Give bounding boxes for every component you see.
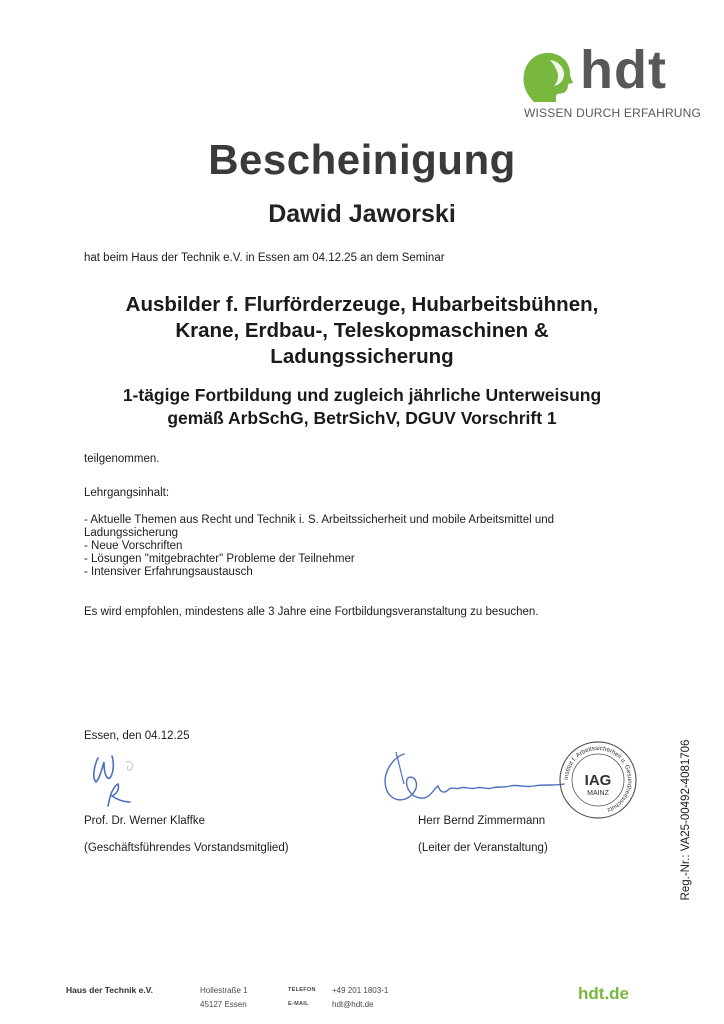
seminar-title [60,292,664,370]
seminar-title-line: Ladungssicherung [270,345,454,368]
stamp-center-bottom: MAINZ [587,790,609,797]
footer-email[interactable]: hdt@hdt.de [332,1000,374,1009]
place-date: Essen, den 04.12.25 [84,730,190,742]
footer-website[interactable]: hdt.de [578,984,629,1003]
iag-stamp [558,740,638,820]
content-heading: Lehrgangsinhalt: [84,487,170,499]
participant-name: Dawid Jaworski [268,200,456,228]
list-item: Ladungssicherung [84,527,178,539]
footer-street: Hollestraße 1 [200,986,248,995]
registration-number: Reg.-Nr.: VA25-00492-4081706 [680,739,692,901]
list-item: - Lösungen "mitgebrachter" Probleme der Teilnehmer [84,553,355,565]
logo-wordmark: hdt [580,40,667,100]
signature-right [374,744,574,814]
footer-org: Haus der Technik e.V. [66,985,153,995]
intro-text: hat beim Haus der Technik e.V. in Essen am 04.12.25 an dem Seminar [84,252,445,264]
certificate-title: Bescheinigung [208,136,516,183]
stamp-center-top: IAG [584,772,612,789]
recommendation-text: Es wird empfohlen, mindestens alle 3 Jahre eine Fortbildungsveranstaltung zu besuchen. [84,606,539,618]
seminar-title-line: Krane, Erdbau-, Teleskopmaschinen & [175,319,549,342]
seminar-subtitle-line: gemäß ArbSchG, BetrSichV, DGUV Vorschrift 1 [167,408,557,428]
head-profile-icon [520,50,574,104]
logo-tagline: WISSEN DURCH ERFAHRUNG [524,106,702,120]
signer-right-role: (Leiter der Veranstaltung) [418,842,548,854]
list-item: - Aktuelle Themen aus Recht und Technik i. S. Arbeitssicherheit und mobile Arbeitsmittel und [84,514,555,526]
list-item: - Intensiver Erfahrungsaustausch [84,566,253,578]
seminar-title-line: Ausbilder f. Flurförderzeuge, Hubarbeitsbühnen, [125,293,599,316]
seminar-subtitle [40,384,684,430]
stamp-ring-text: Institut f. Arbeitssicherheit u. Gesundheitsschutz [562,744,634,814]
content-list [84,514,624,579]
hdt-logo [520,40,702,126]
footer-city: 45127 Essen [200,1000,247,1009]
list-item: - Neue Vorschriften [84,540,183,552]
footer-email-label: E-MAIL [288,1001,309,1007]
seminar-subtitle-line: 1-tägige Fortbildung und zugleich jährliche Unterweisung [122,385,602,405]
participated-text: teilgenommen. [84,453,160,465]
signer-right-name: Herr Bernd Zimmermann [418,815,546,827]
footer-phone: +49 201 1803-1 [332,986,389,995]
footer-phone-label: TELEFON [288,987,316,993]
signer-left-role: (Geschäftsführendes Vorstandsmitglied) [84,842,289,854]
signer-left-name: Prof. Dr. Werner Klaffke [84,815,206,827]
signature-left [86,748,156,814]
